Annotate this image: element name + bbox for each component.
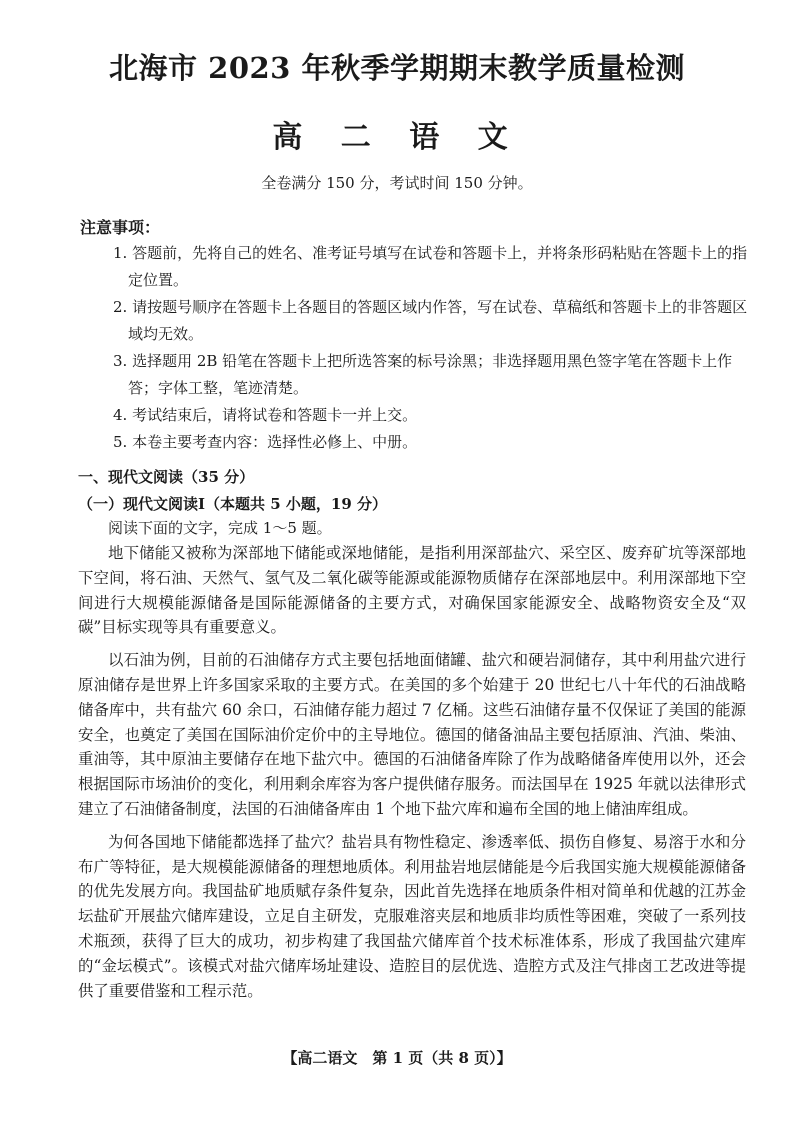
page-footer: 【高二语文 第 1 页（共 8 页）】	[282, 1049, 512, 1067]
reading-passage	[78, 541, 746, 1003]
passage-paragraph: 地下储能又被称为深部地下储能或深地储能，是指利用深部盐穴、采空区、废弃矿坑等深部地下空间，将石油、天然气、氢气及二氧化碳等能源或能源物质储存在深部地层中。利用深部地下空间进行大规模能源储备是国际能源储备的主要方式，对确保国家能源安全、战略物资安全及“双碳”目标实现等具有重要意义。	[78, 544, 746, 637]
reading-instruction: 阅读下面的文字，完成 1～5 题。	[108, 519, 332, 537]
notice-item: 4. 考试结束后，请将试卷和答题卡一并上交。	[113, 406, 418, 424]
notice-item: 5. 本卷主要考查内容：选择性必修上、中册。	[113, 433, 418, 451]
notice-heading: 注意事项：	[80, 218, 161, 237]
notice-item: 2. 请按题号顺序在答题卡上各题目的答题区域内作答，写在试卷、草稿纸和答题卡上的非答题区域均无效。	[113, 298, 748, 343]
passage-paragraph: 以石油为例，目前的石油储存方式主要包括地面储罐、盐穴和硬岩洞储存，其中利用盐穴进行原油储存是世界上许多国家采取的主要方式。在美国的多个始建于 20 世纪七八十年代的石油战略储备库中，共有盐穴 60 余口，石油储存能力超过 7 亿桶。这些石油储存量不仅保证了美国的能源安全，也奠定了美国在国际油价定价中的主导地位。德国的储备油品主要包括原油、汽油、柴油、重油等，其中原油主要储存在地下盐穴中。德国的石油储备库除了作为战略储备库使用以外，还会根据国际市场油价的变化，利用剩余库容为客户提供储存服务。而法国早在 1925 年就以法律形式建立了石油储备制度，法国的石油储备库由 1 个地下盐穴库和遍布全国的地上储油库组成。	[78, 651, 746, 818]
section-heading: 一、现代文阅读（35 分）	[78, 468, 255, 486]
subject-title: 高 二 语 文	[272, 120, 522, 155]
exam-title: 北海市 2023 年秋季学期期末教学质量检测	[109, 51, 685, 85]
notice-item: 1. 答题前，先将自己的姓名、准考证号填写在试卷和答题卡上，并将条形码粘贴在答题卡上的指定位置。	[113, 244, 748, 289]
notice-list	[113, 240, 753, 456]
subsection-heading: （一）现代文阅读Ⅰ（本题共 5 小题，19 分）	[78, 495, 387, 513]
notice-item: 3. 选择题用 2B 铅笔在答题卡上把所选答案的标号涂黑；非选择题用黑色签字笔在答题卡上作答；字体工整，笔迹清楚。	[113, 352, 733, 397]
passage-paragraph: 为何各国地下储能都选择了盐穴？盐岩具有物性稳定、渗透率低、损伤自修复、易溶于水和分布广等特征，是大规模能源储备的理想地质体。利用盐岩地层储能是今后我国实施大规模能源储备的优先发展方向。我国盐矿地质赋存条件复杂，因此首先选择在地质条件相对简单和优越的江苏金坛盐矿开展盐穴储库建设，立足自主研发，克服难溶夹层和地质非均质性等困难，突破了一系列技术瓶颈，获得了巨大的成功，初步构建了我国盐穴储库首个技术标准体系，形成了我国盐穴建库的“金坛模式”。该模式对盐穴储库场址建设、造腔目的层优选、造腔方式及注气排卤工艺改进等提供了重要借鉴和工程示范。	[78, 832, 746, 1000]
exam-info: 全卷满分 150 分，考试时间 150 分钟。	[261, 174, 533, 192]
